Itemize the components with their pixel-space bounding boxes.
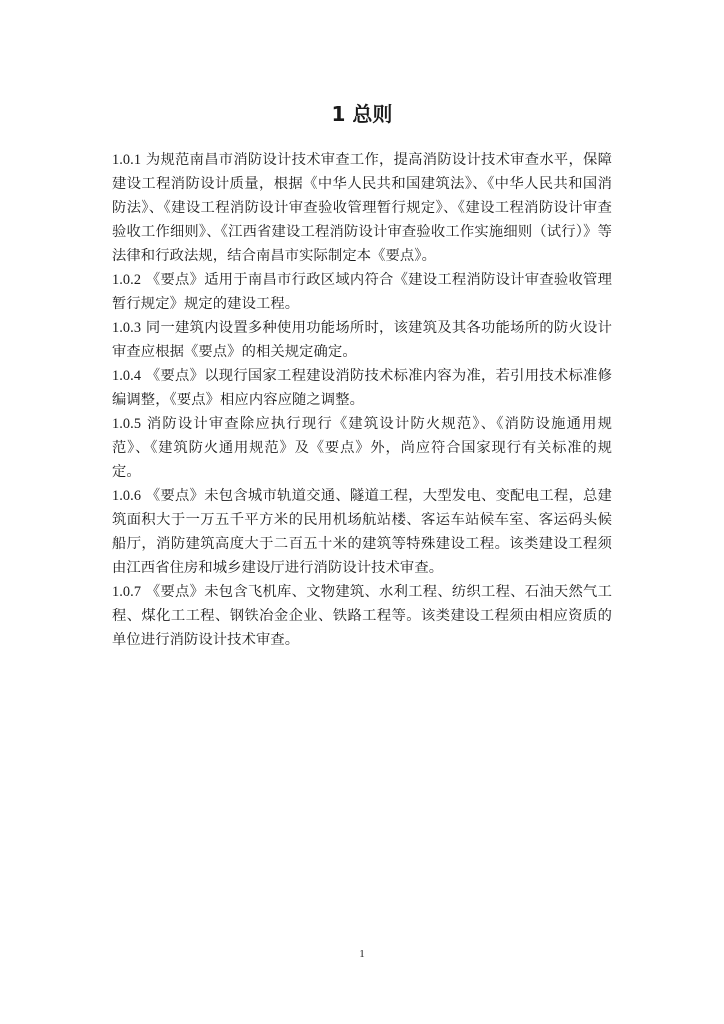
paragraph-text: 《要点》未包含飞机库、文物建筑、水利工程、纺织工程、石油天然气工程、煤化工工程、钢铁冶金企业、铁路工程等。该类建设工程须由相应资质的单位进行消防设计技术审查。	[112, 584, 612, 648]
paragraph-1-0-3	[112, 316, 612, 364]
paragraph-text: 《要点》未包含城市轨道交通、隧道工程，大型发电、变配电工程，总建筑面积大于一万五千平方米的民用机场航站楼、客运车站候车室、客运码头候船厅，消防建筑高度大于二百五十米的建筑等特殊建设工程。该类建设工程须由江西省住房和城乡建设厅进行消防设计技术审查。	[112, 488, 612, 576]
page-title: 1 总则	[331, 102, 393, 126]
page-number: 1	[359, 948, 365, 960]
paragraph-number: 1.0.3	[112, 320, 142, 336]
paragraph-number: 1.0.6	[112, 488, 142, 504]
paragraph-number: 1.0.4	[112, 368, 142, 384]
paragraph-1-0-2	[112, 268, 612, 316]
paragraph-text: 《要点》以现行国家工程建设消防技术标准内容为准，若引用技术标准修编调整，《要点》相应内容应随之调整。	[112, 368, 612, 408]
paragraph-1-0-5	[112, 412, 612, 484]
paragraph-text: 《要点》适用于南昌市行政区域内符合《建设工程消防设计审查验收管理暂行规定》规定的建设工程。	[112, 272, 612, 312]
paragraph-number: 1.0.7	[112, 584, 142, 600]
document-body	[112, 148, 612, 652]
paragraph-1-0-4	[112, 364, 612, 412]
paragraph-text: 同一建筑内设置多种使用功能场所时，该建筑及其各功能场所的防火设计审查应根据《要点》的相关规定确定。	[112, 320, 612, 360]
paragraph-1-0-7	[112, 580, 612, 652]
paragraph-text: 为规范南昌市消防设计技术审查工作，提高消防设计技术审查水平，保障建设工程消防设计质量，根据《中华人民共和国建筑法》、《中华人民共和国消防法》、《建设工程消防设计审查验收管理暂行规定》、《建设工程消防设计审查验收工作细则》、《江西省建设工程消防设计审查验收工作实施细则（试行）》等法律和行政法规，结合南昌市实际制定本《要点》。	[112, 152, 612, 264]
paragraph-1-0-1	[112, 148, 612, 268]
paragraph-number: 1.0.5	[112, 416, 142, 432]
paragraph-number: 1.0.2	[112, 272, 142, 288]
paragraph-1-0-6	[112, 484, 612, 580]
paragraph-text: 消防设计审查除应执行现行《建筑设计防火规范》、《消防设施通用规范》、《建筑防火通用规范》及《要点》外，尚应符合国家现行有关标准的规定。	[112, 416, 612, 480]
paragraph-number: 1.0.1	[112, 152, 142, 168]
